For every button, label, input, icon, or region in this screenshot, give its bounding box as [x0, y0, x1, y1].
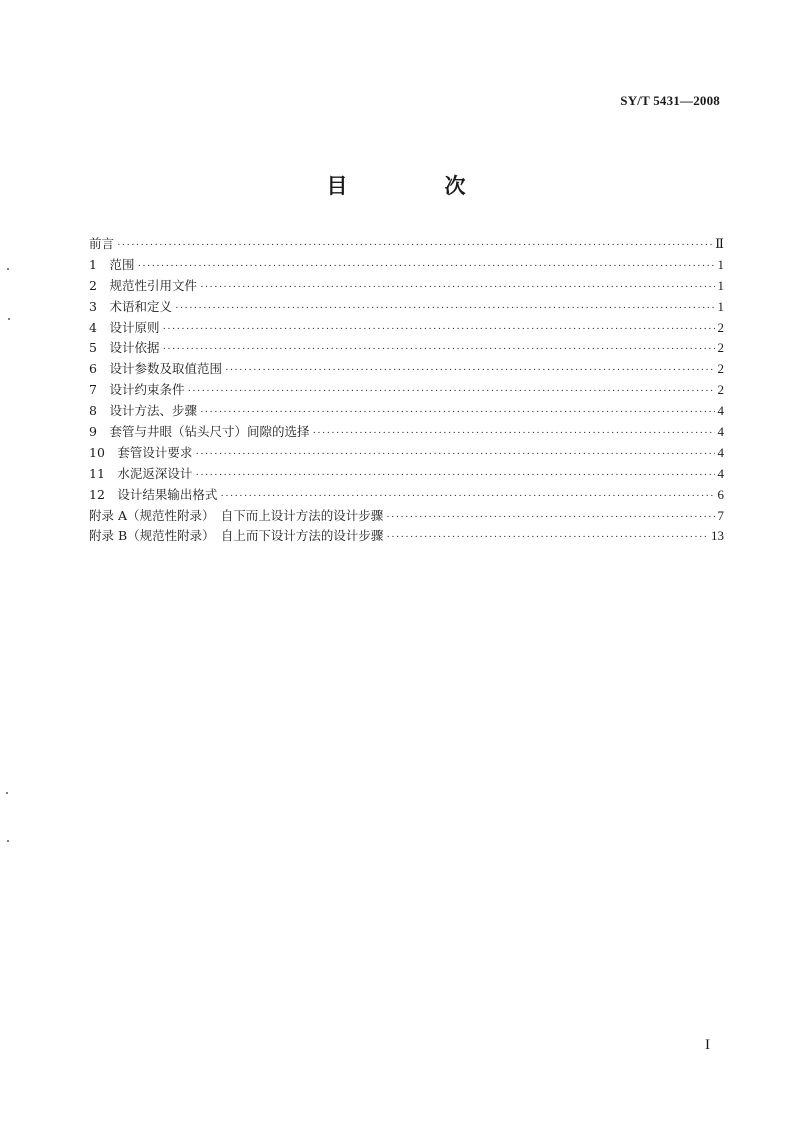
toc-entry-label: 2 规范性引用文件	[89, 277, 197, 293]
toc-entry-page: 6	[717, 486, 724, 502]
toc-entry-label: 9 套管与井眼（钻头尺寸）间隙的选择	[89, 424, 310, 440]
toc-dot-leader	[312, 423, 714, 444]
standard-code: SY/T 5431—2008	[620, 93, 720, 108]
toc-entry-page: 1	[717, 298, 724, 314]
toc-dot-leader	[225, 360, 715, 381]
toc-entry[interactable]	[89, 255, 724, 276]
toc-entry-page: 1	[717, 256, 724, 272]
toc-entry-label: 8 设计方法、步骤	[89, 403, 197, 419]
toc-entry[interactable]	[89, 318, 724, 339]
toc-entry-page: 13	[711, 528, 724, 544]
toc-entry-page: 4	[717, 465, 724, 481]
toc-entry[interactable]	[89, 443, 724, 464]
toc-entry-page: 7	[717, 507, 724, 523]
toc-entry-label: 11 水泥返深设计	[89, 465, 193, 481]
toc-dot-leader	[195, 465, 714, 486]
toc-entry-label: 1 范围	[89, 256, 135, 272]
toc-dot-leader	[117, 235, 712, 256]
toc-entry-label: 6 设计参数及取值范围	[89, 361, 222, 377]
toc-entry-page: 4	[717, 424, 724, 440]
toc-entry[interactable]	[89, 338, 724, 359]
toc-entry-page: 4	[717, 403, 724, 419]
toc-entry[interactable]	[89, 297, 724, 318]
toc-dot-leader	[386, 527, 708, 548]
toc-entry-label: 3 术语和定义	[89, 298, 172, 314]
toc-entry[interactable]	[89, 422, 724, 443]
scan-speck	[7, 268, 9, 270]
toc-entry-page: 1	[717, 277, 724, 293]
toc-entry-label: 附录 A（规范性附录） 自下而上设计方法的设计步骤	[89, 507, 384, 523]
scan-speck	[8, 318, 10, 320]
toc-entry-page: 2	[717, 361, 724, 377]
toc-dot-leader	[187, 381, 714, 402]
toc-entry-page: 4	[717, 444, 724, 460]
toc-entry-label: 前言	[89, 236, 115, 251]
page-number: I	[705, 1037, 710, 1053]
toc-dot-leader	[175, 298, 715, 319]
toc-entry[interactable]	[89, 464, 724, 485]
toc-entry-label: 附录 B（规范性附录） 自上而下设计方法的设计步骤	[89, 528, 384, 544]
toc-dot-leader	[386, 507, 714, 528]
scan-speck	[6, 792, 8, 794]
toc-entry-page: 2	[717, 340, 724, 356]
toc-entry-label: 12 设计结果输出格式	[89, 486, 218, 502]
toc-entry[interactable]	[89, 359, 724, 380]
toc-entry-label: 10 套管设计要求	[89, 444, 193, 460]
toc-entry-page: Ⅱ	[715, 236, 724, 251]
toc-dot-leader	[162, 339, 714, 360]
toc-title: 目 次	[326, 174, 504, 198]
toc-entry[interactable]	[89, 380, 724, 401]
toc-entry[interactable]	[89, 401, 724, 422]
scan-speck	[7, 840, 9, 842]
toc-entry[interactable]	[89, 506, 724, 527]
toc-entry-page: 2	[717, 319, 724, 335]
toc-entry[interactable]	[89, 485, 724, 506]
toc-entry-label: 4 设计原则	[89, 319, 160, 335]
toc-entry-label: 5 设计依据	[89, 340, 160, 356]
toc-entry[interactable]	[89, 526, 724, 547]
toc-dot-leader	[200, 277, 715, 298]
toc-entry-label: 7 设计约束条件	[89, 382, 185, 398]
toc-entry-page: 2	[717, 382, 724, 398]
toc-dot-leader	[137, 256, 714, 277]
toc-dot-leader	[220, 486, 714, 507]
table-of-contents	[89, 234, 724, 547]
toc-dot-leader	[200, 402, 715, 423]
toc-dot-leader	[162, 319, 714, 340]
toc-dot-leader	[195, 444, 714, 465]
toc-entry[interactable]	[89, 276, 724, 297]
toc-entry[interactable]	[89, 234, 724, 255]
